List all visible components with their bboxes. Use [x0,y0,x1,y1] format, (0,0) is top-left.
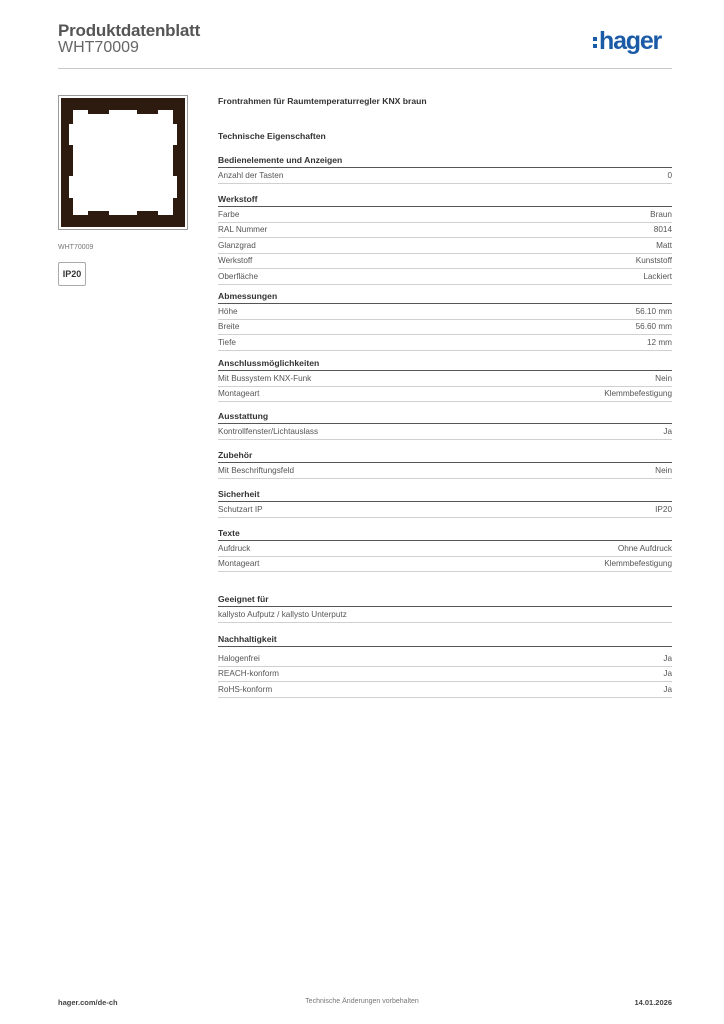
property-row [218,304,672,320]
property-label: Anzahl der Tasten [218,170,284,180]
property-label: Mit Bussystem KNX-Funk [218,373,312,383]
section-title: Geeignet für [218,594,672,607]
property-row [218,320,672,336]
product-image [58,95,188,230]
property-row [218,557,672,573]
footer-note: Technische Änderungen vorbehalten [305,998,419,1005]
section-title: Bedienelemente und Anzeigen [218,155,672,168]
property-value: 56.10 mm [635,306,672,316]
frame-icon [61,98,185,227]
section-title: Werkstoff [218,194,672,207]
property-label: Montageart [218,559,260,569]
section-title: Abmessungen [218,291,672,304]
property-row [218,424,672,440]
property-value: Ja [663,426,672,436]
section-title: Anschlussmöglichkeiten [218,358,672,371]
section [218,194,672,285]
tech-properties-heading: Technische Eigenschaften [218,131,326,141]
section [218,155,672,184]
section [218,528,672,572]
section-title: Sicherheit [218,489,672,502]
property-label: Montageart [218,389,260,399]
property-row [218,651,672,667]
property-row [218,607,672,623]
logo-text: hager [599,26,662,55]
property-label: Höhe [218,306,238,316]
property-value: Nein [655,465,672,475]
property-label: Halogenfrei [218,653,260,663]
property-row [218,223,672,239]
property-row [218,238,672,254]
section [218,358,672,402]
property-row [218,254,672,270]
logo-dots-icon [593,37,597,48]
property-row [218,207,672,223]
header-divider [58,68,672,69]
property-value: 56.60 mm [635,322,672,332]
section [218,411,672,440]
product-code: WHT70009 [58,39,139,56]
section [218,634,672,698]
property-value: IP20 [655,504,672,514]
property-value: Klemmbefestigung [604,559,672,569]
property-value: Braun [650,209,672,219]
property-row [218,682,672,698]
section-title: Zubehör [218,450,672,463]
property-row [218,463,672,479]
property-value: Ja [663,669,672,679]
property-value: Matt [656,240,672,250]
property-row [218,168,672,184]
property-value: 0 [667,170,672,180]
footer-url[interactable]: hager.com/de-ch [58,998,118,1007]
property-row [218,387,672,403]
property-value: Kunststoff [635,256,672,266]
property-label: RAL Nummer [218,225,268,235]
property-value: Lackiert [643,271,672,281]
property-row [218,541,672,557]
property-row [218,667,672,683]
property-label: Farbe [218,209,240,219]
section [218,291,672,351]
footer-date: 14.01.2026 [634,998,672,1007]
property-label: Werkstoff [218,256,253,266]
property-label: kallysto Aufputz / kallysto Unterputz [218,609,347,619]
property-row [218,335,672,351]
image-caption: WHT70009 [58,244,94,251]
ip-rating-badge: IP20 [58,262,86,286]
property-label: Glanzgrad [218,240,256,250]
property-value: Klemmbefestigung [604,389,672,399]
property-value: 8014 [653,225,672,235]
property-row [218,269,672,285]
property-value: Ja [663,684,672,694]
hager-logo [593,27,661,55]
section-title: Texte [218,528,672,541]
section [218,594,672,623]
property-label: Tiefe [218,337,236,347]
section [218,489,672,518]
property-label: Kontrollfenster/Lichtauslass [218,426,319,436]
property-label: Oberfläche [218,271,259,281]
property-label: RoHS-konform [218,684,273,694]
property-value: Ohne Aufdruck [617,543,672,553]
section [218,450,672,479]
property-row [218,371,672,387]
property-label: REACH-konform [218,669,279,679]
section-title: Ausstattung [218,411,672,424]
property-value: 12 mm [646,337,672,347]
property-label: Mit Beschriftungsfeld [218,465,294,475]
property-label: Breite [218,322,240,332]
section-title: Nachhaltigkeit [218,634,672,647]
property-label: Schutzart IP [218,504,263,514]
property-value: Nein [655,373,672,383]
product-description: Frontrahmen für Raumtemperaturregler KNX braun [218,96,427,106]
property-row [218,502,672,518]
property-label: Aufdruck [218,543,251,553]
page-title: Produktdatenblatt [58,21,201,40]
property-value: Ja [663,653,672,663]
frame-shape [61,98,185,227]
